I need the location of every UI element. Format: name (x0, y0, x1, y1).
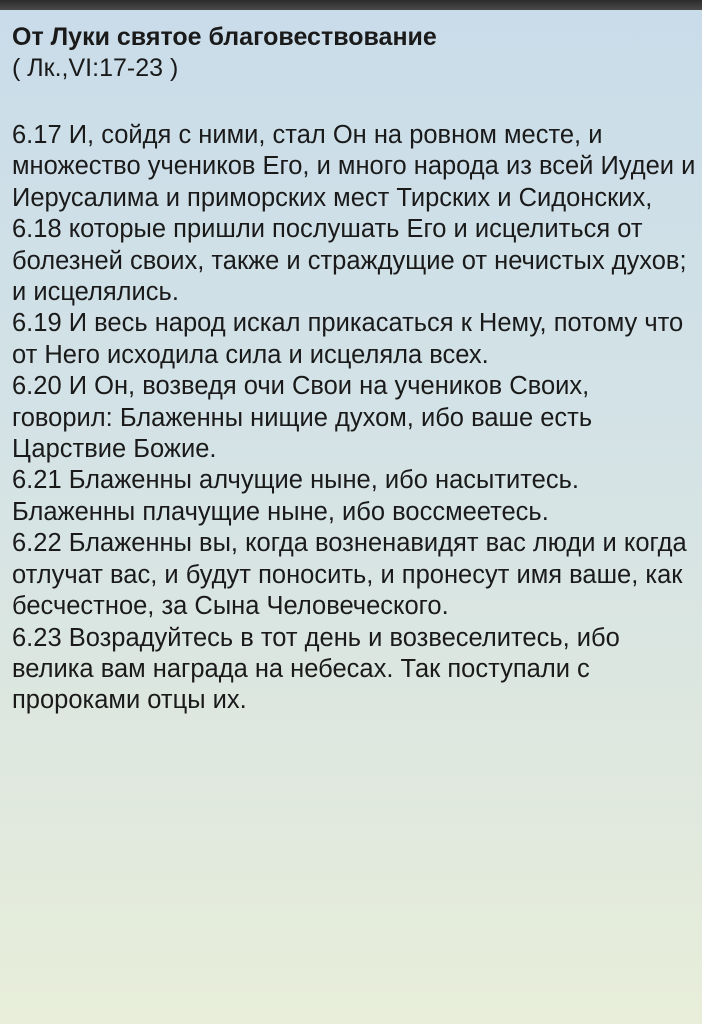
verse-6-17: 6.17 И, сойдя с ними, стал Он на ровном месте, и множество учеников Его, и много народа из всей Иудеи и Иерусалима и приморских мест Тирских и Сидонских, (12, 121, 696, 212)
reading-title: От Луки святое благовествование (12, 23, 437, 51)
verse-6-19: 6.19 И весь народ искал прикасаться к Нему, потому что от Него исходила сила и исцеляла всех. (12, 309, 684, 369)
verse-6-22: 6.22 Блаженны вы, когда возненавидят вас люди и когда отлучат вас, и будут поносить, и пронесут имя ваше, как бесчестное, за Сына Человеческого. (12, 529, 687, 621)
verse-6-21: 6.21 Блаженны алчущие ныне, ибо насытитесь. Блаженны плачущие ныне, ибо воссмеетесь. (12, 466, 579, 526)
reading-reference: ( Лк.,VI:17-23 ) (12, 54, 179, 82)
status-bar (0, 0, 702, 10)
verse-6-23: 6.23 Возрадуйтесь в тот день и возвеселитесь, ибо велика вам награда на небесах. Так поступали с пророками отцы их. (12, 623, 620, 715)
reading-content (12, 22, 696, 717)
verse-list (12, 120, 696, 717)
verse-6-20: 6.20 И Он, возведя очи Свои на учеников Своих, говорил: Блаженны нищие духом, ибо ваше есть Царствие Божие. (12, 372, 593, 464)
verse-6-18: 6.18 которые пришли послушать Его и исцелиться от болезней своих, также и страждущие от нечистых духов; и исцелялись. (12, 215, 687, 307)
